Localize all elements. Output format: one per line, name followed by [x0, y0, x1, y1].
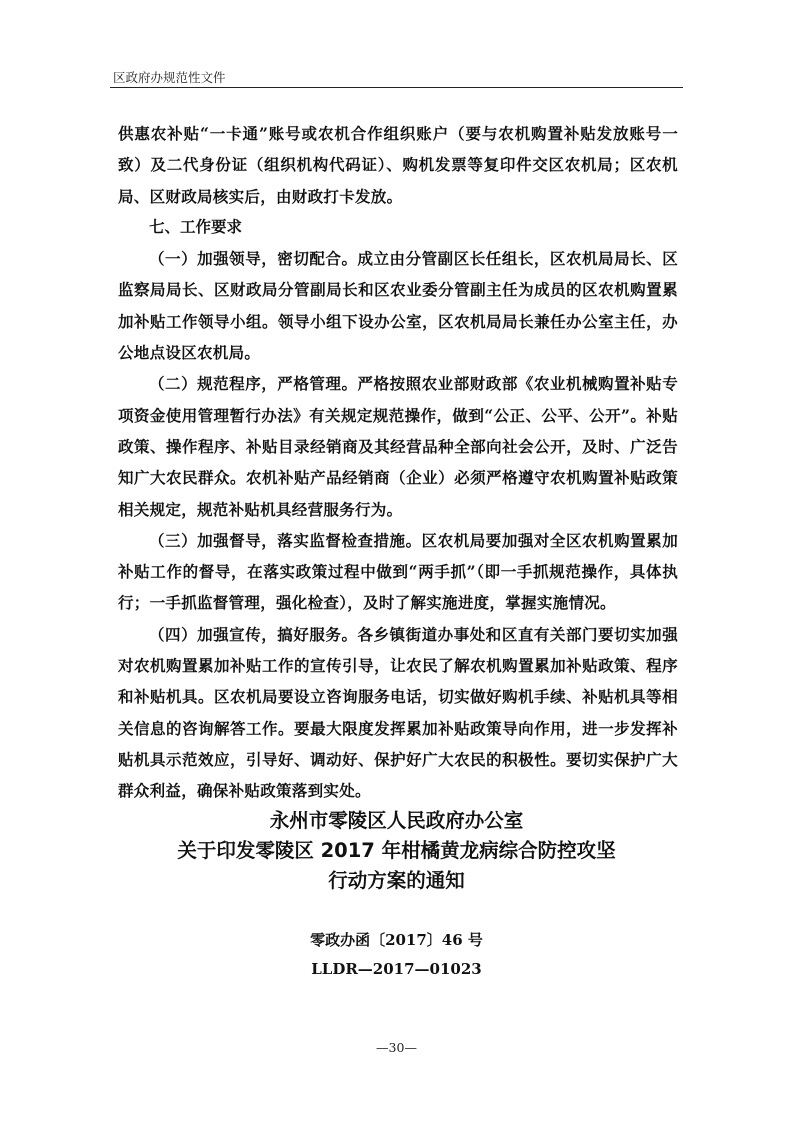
document-numbers	[0, 926, 793, 984]
notice-title-line-1: 永州市零陵区人民政府办公室	[269, 809, 524, 832]
paragraph-item-3: （三）加强督导，落实监督检查措施。区农机局要加强对全区农机购置累加补贴工作的督导，在落实政策过程中做到“两手抓”（即一手抓规范操作，具体执行；一手抓监督管理，强化检查），及时了解实施进度，掌握实施情况。	[118, 530, 678, 613]
notice-title	[0, 806, 793, 896]
paragraph-item-4: （四）加强宣传，搞好服务。各乡镇街道办事处和区直有关部门要切实加强对农机购置累加补贴工作的宣传引导，让农民了解农机购置累加补贴政策、程序和补贴机具。区农机局要设立咨询服务电话，切实做好购机手续、补贴机具等相关信息的咨询解答工作。要最大限度发挥累加补贴政策导向作用，进一步发挥补贴机具示范效应，引导好、调动好、保护好广大农民的积极性。要切实保护广大群众利益，确保补贴政策落到实处。	[118, 624, 678, 801]
notice-title-line-2: 关于印发零陵区 2017 年柑橘黄龙病综合防控攻坚	[177, 839, 616, 862]
notice-title-line-3: 行动方案的通知	[328, 869, 465, 892]
document-body	[118, 118, 678, 807]
paragraph-item-1: （一）加强领导，密切配合。成立由分管副区长任组长，区农机局局长、区监察局局长、区财政局分管副局长和区农业委分管副主任为成员的区农机购置累加补贴工作领导小组。领导小组下设办公室，区农机局局长兼任办公室主任，办公地点设区农机局。	[118, 249, 678, 363]
page-number: —30—	[376, 1040, 417, 1055]
section-heading: 七、工作要求	[149, 217, 243, 236]
document-number: 零政办函〔2017〕46 号	[310, 931, 483, 949]
paragraph-continuation: 供惠农补贴“一卡通”账号或农机合作组织账户（要与农机购置补贴发放账号一致）及二代身份证（组织机构代码证）、购机发票等复印件交区农机局；区农机局、区财政局核实后，由财政打卡发放。	[118, 124, 678, 206]
registration-number: LLDR—2017—01023	[311, 960, 482, 978]
running-header: 区政府办规范性文件	[113, 70, 226, 85]
paragraph-item-2: （二）规范程序，严格管理。严格按照农业部财政部《农业机械购置补贴专项资金使用管理暂行办法》有关规定规范操作，做到“公正、公平、公开”。补贴政策、操作程序、补贴目录经销商及其经营品种全部向社会公开，及时、广泛告知广大农民群众。农机补贴产品经销商（企业）必须严格遵守农机购置补贴政策相关规定，规范补贴机具经营服务行为。	[118, 374, 678, 519]
header-rule	[110, 87, 683, 88]
